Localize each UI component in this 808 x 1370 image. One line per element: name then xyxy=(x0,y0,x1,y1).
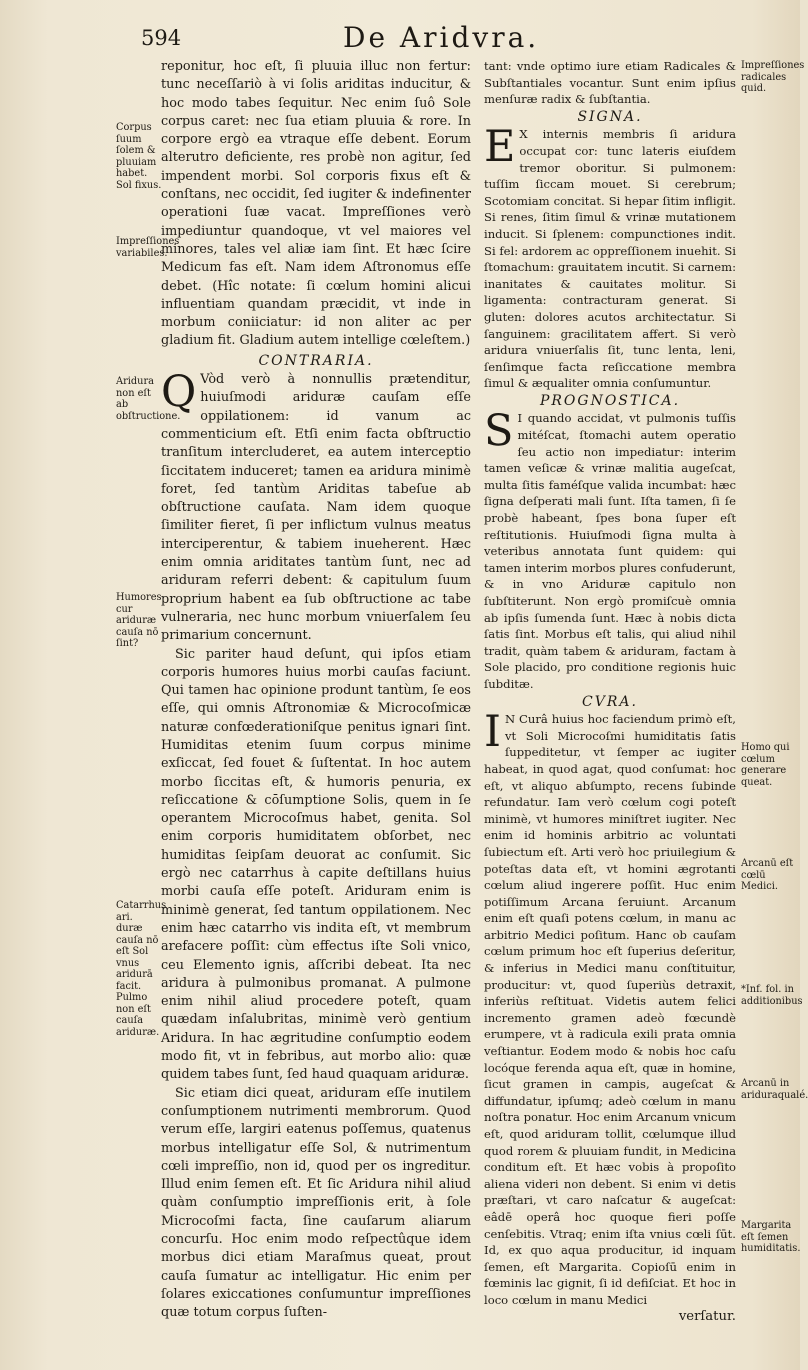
margin-note-inf-fol: *Inf. fol. in additionibus xyxy=(741,984,803,1007)
left-paragraph-2 xyxy=(161,367,471,645)
right-paragraph-3 xyxy=(484,406,736,692)
margin-note-homo: Homo qui cœlum generare queat. xyxy=(741,742,790,788)
drop-cap-i: I xyxy=(484,707,501,758)
running-title: De Aridvra. xyxy=(343,21,540,54)
left-column xyxy=(161,58,471,1322)
page-number: 594 xyxy=(141,26,182,50)
right-paragraph-4-text: N Curâ huius hoc faciendum primò eſt, vt Soli Microcoſmi humiditatis ſatis ſuppeditetur, vt ſemper ac iugiter habeat, in quod agat, quod conſumat: hoc eſt, vt aliquo abſumpto, recens ſubinde refundatur. Iam verò cœlum cogi poteſt minimè, vt humores miniſtret iugiter. Nec enim id hominis arbitrio ac voluntati ſubiectum eſt. Arti verò hoc priuilegium & poteſtas data eſt, vt homini ægrotanti cœlum aliud ingerere poſſit. Huc enim potiſſimum Arcana ſeruiunt. Arcanum enim eſt quaſi potens cœlum, in manu ac arbitrio Medici poſitum. Hanc ob cauſam cœlum primum hoc eſt ſuperius deſeritur, & inferius in Medici manu conſtituitur, producitur: vt, quod ſuperiùs detraxit, inferiùs reſtituat. Videtis autem felici incremento gramen adeò fœcundè erumpere, vt à radicula exili prata omnia veſtiantur. Eodem modo & nobis hoc caſu locóque ferenda aqua eſt, quæ in homine, ſicut gramen in campis, augeſcat & diffundatur, ipſumq; adeò cœlum in manu noſtra ponatur. Hoc enim Arcanum vnicum eſt, quod ariduram tollit, cœlumque illud quod rorem & pluuiam fundit, in Medicina conditum eſt. Et hæc vobis à propoſito aliena videri non debent. Si enim vi detis præſtari, vt caro naſcatur & augeſcat: eâdē operâ hoc quoque fieri poſſe cenſebitis. Vtraq; enim iſta vnius cœli ſūt. Id, ex quo aqua producitur, id inquam ſemen, eſt Margarita. Copioſū enim in fœminis lac gignit, ſi id defiſciat. Et hoc in loco cœlum in manu Medici xyxy=(484,712,736,1307)
right-column xyxy=(484,58,736,1325)
catchword: verſatur. xyxy=(678,1308,736,1324)
heading-contraria: CONTRARIA. xyxy=(258,352,374,369)
heading-prognostica: PROGNOSTICA. xyxy=(539,392,681,409)
right-paragraph-2 xyxy=(484,122,736,392)
margin-note-impressiones-radicales: Impreſſiones radicales quid. xyxy=(741,60,805,94)
heading-cura: CVRA. xyxy=(582,693,638,710)
left-paragraph-4: Sic etiam dici queat, ariduram eſſe inutilem conſumptionem nutrimenti membrorum. Quod verum eſſe, largiri eatenus poſſemus, quatenus morbus intelligatur eſſe Sol, & nutrimentum cœli impreſſio, non id, quod per os ingreditur. Illud enim ſemen eſt. Et ſic Aridura nihil aliud quàm conſumptio impreſſionis erit, à ſole Microcoſmi facta, ſine cauſarum aliarum concurſu. Hoc enim modo reſpectûque idem morbus dici etiam Maraſmus queat, prout cauſa ſumatur ac intelligatur. Hic enim per ſolares exiccationes conſumuntur impreſſiones quæ totum corpus ſuſten- xyxy=(161,1085,471,1321)
drop-cap-q: Q xyxy=(161,367,197,418)
page-header xyxy=(0,22,800,58)
left-paragraph-3: Sic pariter haud deſunt, qui ipſos etiam corporis humores huius morbi cauſas faciunt. Qui tamen hac opinione produnt tantùm, ſe eos eſſe, qui omnis Aſtronomiæ & Microcoſmicæ naturæ confœderationiſque penitus ignari ſint. Humiditas etenim ſuum corpus minime exſiccat, ſed fouet & ſuſtentat. In hoc autem morbo ſiccitas eſt, & humoris penuria, ex reſiccatione & cōſumptione Solis, quem in ſe operantem Microcoſmus habet, genita. Sol enim corporis humiditatem obſorbet, nec humiditas ſeipſam deuorat ac conſumit. Sic ergò nec catarrhus à capite deſtillans huius morbi cauſa eſſe poteſt. Ariduram enim is minimè generat, ſed tantum oppilationem. Nec enim hæc catarrho vis indita eſt, vt membrum arefacere poſſit: cùm effectus iſte Soli vnico, ceu Elemento ignis, aſſcribi debeat. Ita nec aridura à pulmonibus promanat. A pulmone enim nihil aliud procedere poteſt, quam quædam inſalubritas, minimè verò gentium Aridura. In hac ægritudine conſumptio eodem modo fit, vt in febribus, aut morbo alio: quæ quidem tabes ſunt, ſed haud quaquam ariduræ. xyxy=(161,646,471,1083)
margin-note-aridura: Aridura non eſt ab obſtructione. xyxy=(116,376,181,422)
drop-cap-s: S xyxy=(484,406,514,457)
right-paragraph-3-text: I quando accidat, vt pulmonis tuſſis mitéſcat, ſtomachi autem operatio ſeu actio non impediatur: interim tamen veſicæ & vrinæ malitia augeſcat, multa ſitis faméſque valida incumbat: hæc ſigna deſperati mali ſunt. Iſta tamen, ſi ſe probè habeant, ſpes bona ſuper eſt reſtitutionis. Huiuſmodi ſigna multa à veteribus annotata ſunt quidem: qui tamen interim morbos plures confuderunt, & in vno Ariduræ capitulo non ſubſtiterunt. Non ergò promiſcuè omnia ab ipſis ſumenda ſunt. Hæc à nobis dicta ſatis ſint. Morbus eſt talis, qui aliud nihil tradit, quàm tabem & ariduram, factam à Sole placido, pro conditione regionis huic ſubditæ. xyxy=(484,411,736,691)
margin-note-arcanum: Arcanū eſt cœlū Medici. xyxy=(741,858,794,892)
heading-signa: SIGNA. xyxy=(577,108,643,125)
margin-note-corpus: Corpus ſuum ſolem & pluuiam habet. Sol fixus. xyxy=(116,122,162,191)
margin-note-arcanum-aridura: Arcanū in ariduraqualé. xyxy=(741,1078,808,1101)
left-paragraph-2-text: Vòd verò à nonnullis prætenditur, huiuſmodi ariduræ cauſam eſſe oppilationem: id vanum ac commenticium eſt. Etſi enim facta obſtructio tranſitum intercluderet, ea autem interceptio ſiccitatem induceret; tamen ea aridura minimè foret, ſed tantùm Ariditas tabeſue ab obſtructione cauſata. Nam idem quoque ſimiliter fieret, ſi per inflictum vulnus meatus interciperentur, & tabiem inueherent. Hæc enim omnia ariditates tantùm ſunt, nec ad ariduram referri debent: & capitulum ſuum proprium habent ea ſub obſtructione ac tabe vulneraria, nec hunc morbum vniuerſalem ſeu primarium concernunt. xyxy=(161,372,471,644)
margin-note-humores: Humores cur ariduræ cauſa nō ſint? xyxy=(116,592,162,649)
right-paragraph-2-text: X internis membris ſi aridura occupat cor: tunc lateris eiuſdem tremor oboritur. Si pulmonem: tuſſim ſiccam mouet. Si cerebrum; Scotomiam concitat. Si hepar ſitim infligit. Si renes, ſitim ſimul & vrinæ mutationem inducit. Si ſplenem: compunctiones indit. Si fel: ardorem ac oppreſſionem inuehit. Si ſtomachum: grauitatem incutit. Si carnem: inanitates & cauitates molitur. Si ligamenta: contracturam generat. Si gluten: dolores acutos architectatur. Si ſanguinem: gracilitatem affert. Si verò aridura vniuerſalis ſit, tunc lenta, leni, ſenſimque facta reſiccatione membra ſimul & æqualiter omnia conſumuntur. xyxy=(484,127,736,391)
left-paragraph-1: reponitur, hoc eſt, ſi pluuia illuc non fertur: tunc neceſſariò à vi ſolis ariditas inducitur, & hoc modo tabes ſequitur. Nec enim ſuô Sole corpus caret: nec ſua etiam pluuia & rore. In corpore ergò ea vtraque eſſe debent. Eorum alterutro deficiente, res probè non agitur, ſed impendent morbi. Sol corporis fixus eſt & conſtans, nec occidit, ſed iugiter & indefinenter operationi ſuæ vacat. Impreſſiones verò impediuntur quandoque, vt vel maiores vel minores, tales vel aliæ iam ſint. Et hæc ſcire Medicum fas eſt. Nam idem Aſtronomus eſſe debet. (Hîc notate: ſi cœlum homini alicui influentiam quandam præcidit, vt inde in morbum coniiciatur: id non aliter ac per gladium fit. Gladium autem intellige cœleſtem.) xyxy=(161,59,471,349)
right-paragraph-4 xyxy=(484,707,736,1308)
margin-note-impressiones: Impreſſiones variabiles. xyxy=(116,236,180,259)
margin-note-margarita: Margarita eſt ſemen humiditatis. xyxy=(741,1220,801,1254)
drop-cap-e: E xyxy=(484,122,516,173)
right-paragraph-1: tant: vnde optimo iure etiam Radicales & Subſtantiales vocantur. Sunt enim ipſius menſuræ radix & ſubſtantia. xyxy=(484,59,736,107)
margin-note-catarrhus: Catarrhus ari. duræ cauſa nō eſt Sol vnus aridurā facit. Pulmo non eſt cauſa ariduræ. xyxy=(116,900,167,1038)
